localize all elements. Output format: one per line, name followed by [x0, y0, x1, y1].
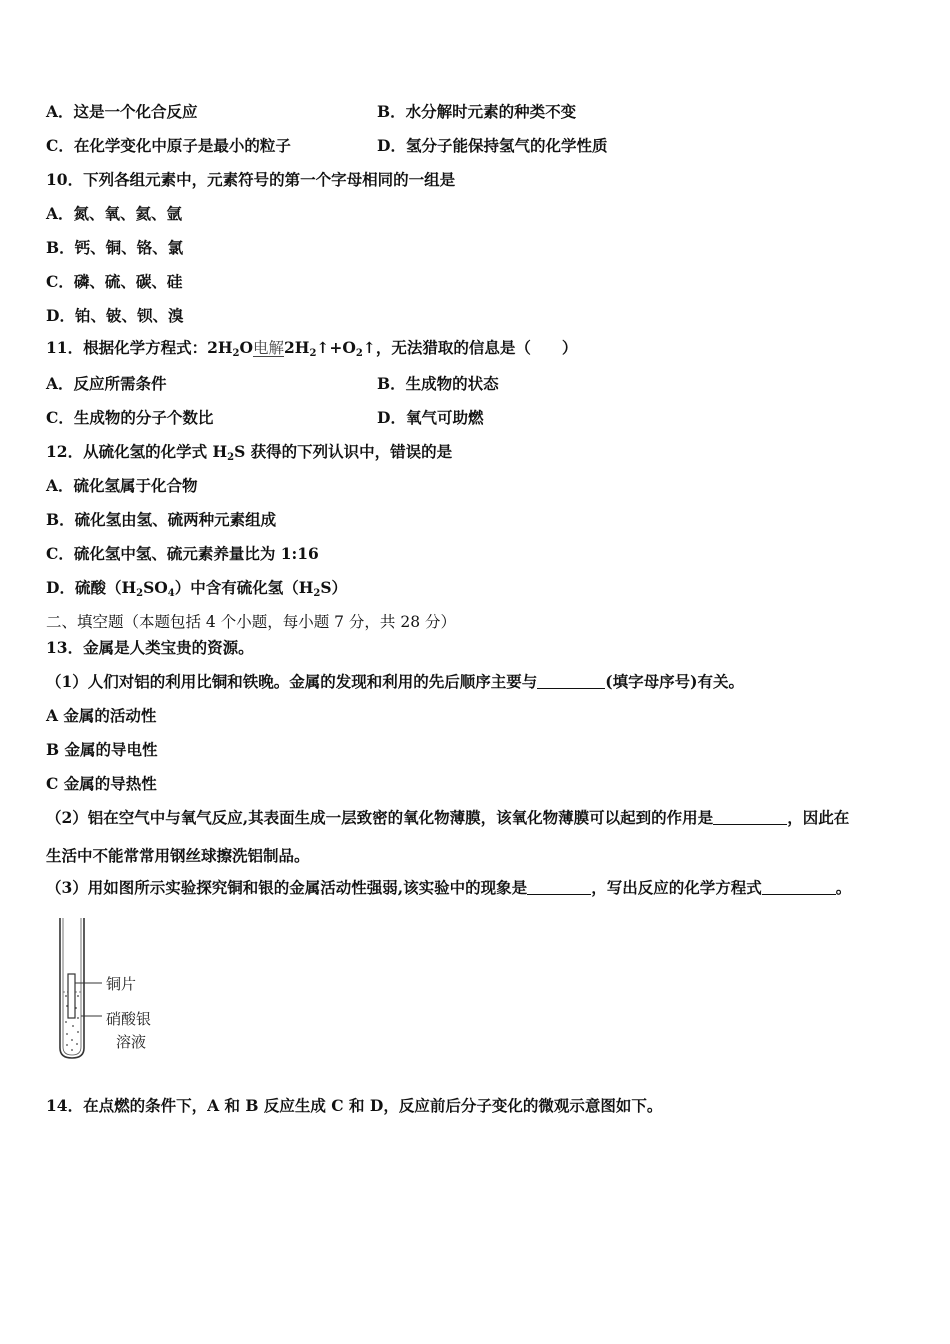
q11-sub-3: 2 [355, 348, 363, 359]
q11-sub-1: 2 [232, 348, 240, 359]
q14-stem: 14．在点燃的条件下，A 和 B 反应生成 C 和 D，反应前后分子变化的微观示意图如下。 [46, 1096, 663, 1115]
q11-option-d: D．氧气可助燃 [377, 408, 484, 427]
q13-p1-blank[interactable] [537, 674, 605, 689]
q13-p3-mid: ，写出反应的化学方程式 [591, 878, 762, 897]
test-tube-figure [52, 916, 172, 1062]
q13-p3-blank-2[interactable] [762, 880, 836, 895]
q12-optd-mid: SO [143, 578, 168, 597]
q11-option-c: C．生成物的分子个数比 [46, 408, 214, 427]
q13-part-1 [46, 672, 744, 692]
q12-stem-prefix: 12．从硫化氢的化学式 H [46, 442, 228, 461]
q13-p1-suffix: (填字母序号)有关。 [605, 672, 744, 691]
q10-option-b: B．钙、铜、铬、氯 [46, 238, 184, 257]
q11-h2: 2H [284, 338, 310, 357]
q13-option-c: C 金属的导热性 [46, 774, 157, 793]
q11-option-b: B．生成物的状态 [377, 374, 499, 393]
q9-option-d: D．氢分子能保持氢气的化学性质 [377, 136, 608, 155]
q13-part-2 [46, 808, 849, 828]
copper-strip-label: 铜片 [106, 975, 137, 993]
q12-optd-suffix: S） [320, 578, 348, 597]
q11-sub-2: 2 [309, 348, 317, 359]
q11-option-a: A．反应所需条件 [46, 374, 167, 393]
q12-optd-prefix: D．硫酸（H [46, 578, 137, 597]
q9-option-c: C．在化学变化中原子是最小的粒子 [46, 136, 291, 155]
q12-optd-sub-2: 4 [167, 588, 175, 599]
q11-suffix: ↑，无法猎取的信息是（ ） [362, 338, 578, 357]
q9-option-a: A．这是一个化合反应 [46, 102, 198, 121]
silver-nitrate-label-line-2: 溶液 [116, 1033, 147, 1051]
section-2-title: 二、填空题（本题包括 4 个小题，每小题 7 分，共 28 分） [46, 613, 457, 631]
silver-nitrate-label-line-1: 硝酸银 [106, 1010, 152, 1028]
q11-stem [46, 338, 577, 364]
q10-option-a: A．氮、氧、氦、氩 [46, 204, 183, 223]
q11-mid: ↑+O [316, 338, 356, 357]
q13-stem: 13．金属是人类宝贵的资源。 [46, 638, 254, 657]
q12-optd-sub-1: 2 [136, 588, 144, 599]
q12-optd-mid2: ）中含有硫化氢（H [174, 578, 314, 597]
q12-stem-sub: 2 [227, 452, 235, 463]
test-tube-drawing [52, 916, 112, 1062]
q12-option-d [46, 578, 347, 604]
q10-option-c: C．磷、硫、碳、硅 [46, 272, 183, 291]
q12-stem-suffix: S 获得的下列认识中，错误的是 [234, 442, 453, 461]
q12-option-c: C．硫化氢中氢、硫元素养量比为 1:16 [46, 544, 319, 563]
q13-part-3 [46, 878, 851, 898]
q12-option-a: A．硫化氢属于化合物 [46, 476, 198, 495]
q13-part-2-line-2: 生活中不能常常用钢丝球擦洗铝制品。 [46, 846, 310, 865]
q13-p3-blank-1[interactable] [527, 880, 591, 895]
q12-optd-sub-3: 2 [313, 588, 321, 599]
q13-p3-prefix: （3）用如图所示实验探究铜和银的金属活动性强弱,该实验中的现象是 [46, 878, 528, 897]
q12-stem [46, 442, 452, 468]
q10-stem: 10．下列各组元素中，元素符号的第一个字母相同的一组是 [46, 170, 456, 189]
q13-p3-suffix: 。 [835, 878, 852, 897]
q13-p2-prefix: （2）铝在空气中与氧气反应,其表面生成一层致密的氧化物薄膜，该氧化物薄膜可以起到的作用是 [46, 808, 714, 827]
q11-prefix: 11．根据化学方程式：2H [46, 338, 233, 357]
q11-condition: 电解 [253, 339, 285, 357]
q12-option-b: B．硫化氢由氢、硫两种元素组成 [46, 510, 277, 529]
q10-option-d: D．铂、铍、钡、溴 [46, 306, 184, 325]
q13-p1-prefix: （1）人们对铝的利用比铜和铁晚。金属的发现和利用的先后顺序主要与 [46, 672, 538, 691]
q11-o: O [239, 338, 253, 357]
q9-option-b: B．水分解时元素的种类不变 [377, 102, 577, 121]
q13-option-a: A 金属的活动性 [46, 706, 157, 725]
q13-p2-blank[interactable] [713, 810, 787, 825]
q13-option-b: B 金属的导电性 [46, 740, 158, 759]
q13-p2-suffix: ，因此在 [787, 808, 850, 827]
